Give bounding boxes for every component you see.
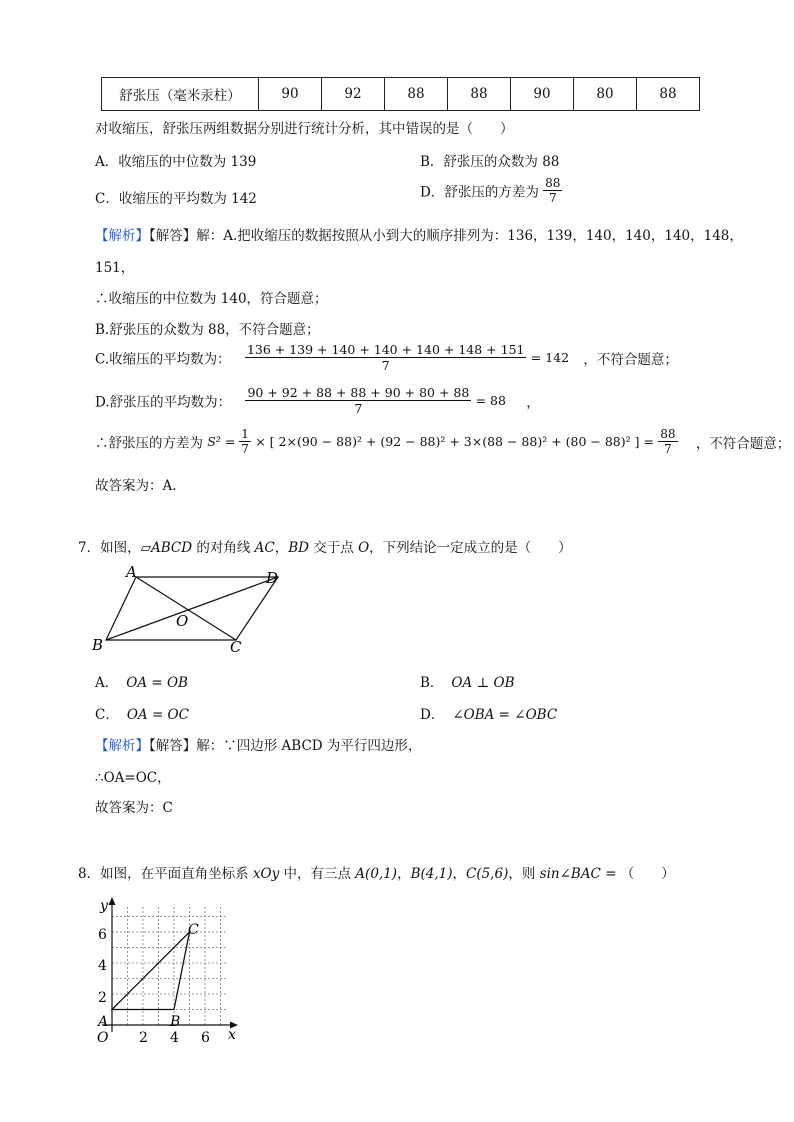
solution-text: C.收缩压的平均数为： [95, 351, 231, 368]
y-axis-arrow [109, 897, 116, 905]
option-letter: A． [95, 675, 119, 691]
analysis-tag: 【解析】 [95, 738, 149, 754]
fraction-denominator: 7 [658, 441, 677, 456]
y-tick-2: 2 [98, 990, 107, 1006]
fraction-numerator: 136 + 139 + 140 + 140 + 140 + 148 + 151 [246, 342, 525, 357]
q6-option-c[interactable]: C．收缩压的平均数为 142 [95, 191, 257, 207]
table-cell: 80 [574, 78, 637, 111]
mean-fraction [245, 342, 527, 373]
q6-solution-line1 [95, 224, 743, 244]
x-axis-label: x [228, 1027, 236, 1043]
result-value: = 142 [530, 350, 570, 365]
y-axis-label: y [100, 898, 108, 914]
fraction-numerator: 1 [241, 427, 249, 441]
coordinate-graph [88, 895, 248, 1050]
q6-answer: 故答案为：A. [95, 478, 177, 494]
fraction-numerator: 88 [660, 427, 676, 441]
result-value: = 88 [475, 393, 506, 408]
stem-text: 的对角线 [192, 540, 255, 556]
q7-option-b[interactable] [420, 671, 515, 691]
q7-solution-line1 [95, 734, 421, 754]
table-cell: 90 [511, 78, 574, 111]
y-tick-6: 6 [98, 927, 107, 943]
x-tick-6: 6 [201, 1030, 210, 1046]
table-row [102, 78, 700, 111]
solution-text: 解：∵四边形 ABCD 为平行四边形， [196, 738, 422, 754]
stem-text: ，下列结论一定成立的是（ ） [369, 540, 572, 556]
table-cell: 92 [322, 78, 385, 111]
table-cell: 88 [637, 78, 700, 111]
fraction-numerator: 90 + 92 + 88 + 88 + 90 + 80 + 88 [247, 385, 470, 400]
fraction-denominator: 7 [241, 442, 249, 456]
parallelogram-diagram [88, 562, 288, 662]
q6-option-b[interactable]: B．舒张压的众数为 88 [420, 154, 560, 170]
q8-stem: 8．如图，在平面直角坐标系 xOy 中，有三点 A(0,1)，B(4,1)，C(5,6)，则 sin∠BAC = （ ） [78, 866, 675, 882]
q7-answer: 故答案为：C [95, 800, 173, 816]
point-c-coords: C(5,6) [466, 866, 509, 882]
point-o: O [358, 540, 370, 556]
blood-pressure-table [101, 77, 700, 111]
point-a-label: A [98, 1014, 109, 1030]
option-text: ∠OBA = ∠OBC [452, 707, 558, 723]
q6-stem: 对收缩压，舒张压两组数据分别进行统计分析，其中错误的是（ ） [95, 121, 514, 137]
solution-text: ，不符合题意； [583, 351, 678, 368]
stem-text: 交于点 [309, 540, 359, 556]
fraction-denominator: 7 [543, 190, 562, 205]
variance-expression: × [ 2×(90 − 88)² + (92 − 88)² + 3×(88 − 88)² + (80 − 88)² ] = [255, 434, 654, 449]
point-c-label: C [188, 922, 199, 938]
answer-tag: 【解答】 [149, 228, 197, 244]
q7-stem [78, 536, 572, 556]
option-text: OA = OB [126, 675, 188, 691]
q6-solution-line5 [95, 385, 540, 416]
segment-ac: AC [254, 540, 275, 556]
q6-solution-line3: B.舒张压的众数为 88，不符合题意； [95, 322, 320, 338]
point-b-coords: B(4,1) [410, 866, 453, 882]
x-tick-4: 4 [170, 1030, 179, 1046]
q7-option-a[interactable] [95, 671, 188, 691]
solution-text: ， [526, 394, 540, 411]
x-tick-2: 2 [139, 1030, 148, 1046]
fraction-denominator: 7 [245, 400, 471, 416]
sine-expression: sin∠BAC [539, 866, 601, 882]
stem-text: ， [274, 540, 289, 556]
segment-bd: BD [288, 540, 309, 556]
solution-text: 解：A.把收缩压的数据按照从小到大的顺序排列为：136，139，140，140，140，148， [196, 228, 743, 244]
analysis-tag: 【解析】 [95, 228, 149, 244]
mean-fraction [245, 385, 471, 416]
variance-symbol: S² = [207, 434, 240, 449]
label-o: O [176, 612, 189, 630]
origin-label: O [97, 1030, 109, 1046]
parallelogram-symbol: ▱ABCD [140, 540, 193, 556]
option-text: OA ⊥ OB [451, 675, 515, 691]
stem-text: ，则 [508, 866, 540, 882]
q6-option-a[interactable]: A．收缩压的中位数为 139 [95, 154, 257, 170]
label-c: C [230, 638, 242, 656]
solution-text: ∴舒张压的方差为 [95, 435, 203, 452]
q7-solution-line2: ∴OA=OC， [95, 770, 171, 786]
label-d: D [266, 569, 279, 587]
answer-tag: 【解答】 [149, 738, 197, 754]
table-cell: 88 [385, 78, 448, 111]
solution-text: D.舒张压的平均数为： [95, 394, 232, 411]
point-a-coords: A(0,1) [355, 866, 398, 882]
q7-option-c[interactable] [95, 703, 189, 723]
q6-solution-line6 [95, 427, 790, 456]
q6-solution-line2: ∴收缩压的中位数为 140，符合题意； [95, 291, 328, 307]
table-cell: 88 [448, 78, 511, 111]
y-tick-4: 4 [98, 958, 107, 974]
option-text: OA = OC [126, 707, 189, 723]
q6-option-d-text: D．舒张压的方差为 [420, 184, 539, 201]
q7-option-d[interactable] [420, 703, 557, 723]
q6-option-d[interactable] [420, 176, 562, 205]
table-row-label: 舒张压（毫米汞柱） [102, 78, 259, 111]
q6-option-d-fraction [543, 176, 562, 205]
stem-text: = （ ） [600, 866, 675, 882]
point-b-label: B [170, 1014, 181, 1030]
variance-result-fraction [658, 427, 677, 456]
grid-lines [112, 907, 228, 1025]
one-seventh-fraction [239, 427, 251, 456]
fraction-numerator: 88 [545, 176, 561, 190]
option-letter: C． [95, 707, 119, 723]
label-a: A [126, 563, 137, 581]
coordinate-system-symbol: xOy [252, 866, 280, 882]
option-letter: B． [420, 675, 444, 691]
table-cell: 90 [259, 78, 322, 111]
solution-text: ，不符合题意； [695, 435, 791, 452]
stem-text: 8．如图，在平面直角坐标系 [78, 866, 253, 882]
stem-text: 7．如图， [78, 540, 141, 556]
triangle-abc [112, 932, 190, 1010]
q6-solution-line1b: 151， [95, 260, 135, 276]
option-letter: D． [420, 707, 445, 723]
label-b: B [92, 636, 104, 654]
stem-text: 中，有三点 [279, 866, 356, 882]
fraction-denominator: 7 [245, 357, 527, 373]
diagonal-ac [136, 577, 236, 640]
q6-solution-line4 [95, 342, 678, 373]
